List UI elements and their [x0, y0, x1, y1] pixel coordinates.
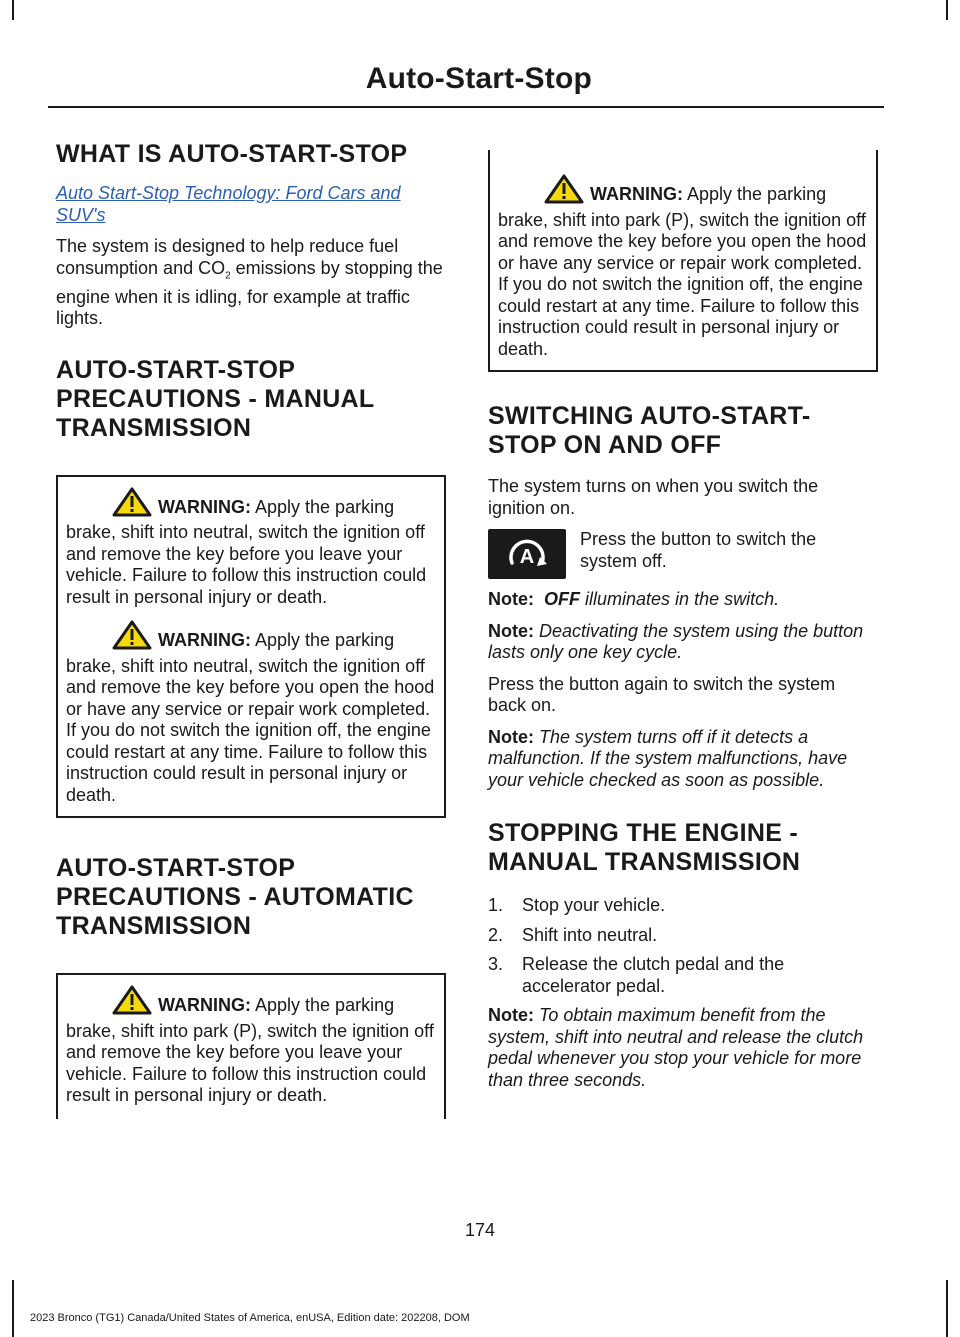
crop-mark: [946, 0, 948, 20]
note-off-emphasis: OFF: [544, 589, 581, 609]
crop-mark: [946, 1280, 948, 1337]
note-label: Note:: [488, 589, 534, 609]
note-label: Note:: [488, 726, 534, 747]
section-heading-what-is: WHAT IS AUTO-START-STOP: [56, 140, 408, 168]
footer-edition: 2023 Bronco (TG1) Canada/United States of America, enUSA, Edition date: 202208, DOM: [30, 1312, 470, 1324]
section-heading-switching: SWITCHING AUTO-START-STOP ON AND OFF: [488, 402, 811, 459]
section-heading-automatic-precautions: AUTO-START-STOP PRECAUTIONS - AUTOMATIC TRANSMISSION: [56, 854, 414, 941]
list-item: [488, 895, 878, 917]
step-text: Stop your vehicle.: [522, 895, 666, 915]
warning-item: [498, 174, 868, 360]
warning-item: [66, 487, 436, 609]
step-number: 1.: [488, 895, 504, 915]
warning-item: [66, 620, 436, 806]
note-maximum-benefit-text: To obtain maximum benefit from the system, shift into neutral and release the clutch pedal whenever you stop your vehicle for more than three seconds.: [488, 1005, 864, 1090]
svg-text:A: A: [519, 546, 535, 568]
list-item: [488, 925, 878, 947]
section-heading-stopping-engine: STOPPING THE ENGINE - MANUAL TRANSMISSION: [488, 819, 801, 876]
warning-triangle-icon: [544, 174, 584, 210]
intro-paragraph: [56, 236, 446, 330]
note-maximum-benefit: [488, 1005, 878, 1091]
list-item: [488, 954, 878, 997]
auto-start-stop-link[interactable]: Auto Start-Stop Technology: Ford Cars and SUV's: [56, 183, 401, 225]
crop-mark: [12, 0, 14, 20]
note-off-text: illuminates in the switch.: [580, 589, 780, 609]
intro-text-a: The system is designed to help reduce fuel consumption and CO: [56, 236, 399, 278]
warning-label: WARNING:: [158, 995, 251, 1016]
note-malfunction-text: The system turns off if it detects a malfunction. If the system malfunctions, have your vehicle checked as soon as possible.: [488, 726, 848, 790]
warning-text: Apply the parking brake, shift into neutral, switch the ignition off and remove the key before you open the hood or have any service or repair work completed. If you do not switch the ignition off, the engine could restart at any time. Failure to follow this instruction could result in personal injury or death.: [66, 630, 435, 805]
warning-box-automatic: [56, 973, 446, 1119]
warning-item: [66, 985, 436, 1107]
note-deactivating: [488, 621, 878, 664]
warning-text: Apply the parking brake, shift into park (P), switch the ignition off and remove the key before you open the hood or have any service or repair work completed. If you do not switch the ignition off, the engine could restart at any time. Failure to follow this instruction could result in personal injury or death.: [498, 184, 867, 359]
note-label: Note:: [488, 1005, 534, 1025]
note-deactivating-text: Deactivating the system using the button lasts only one key cycle.: [488, 620, 864, 662]
warning-triangle-icon: [112, 620, 152, 656]
warning-box-manual: [56, 475, 446, 819]
switch-back-on-text: Press the button again to switch the system back on.: [488, 673, 836, 715]
warning-label: WARNING:: [590, 184, 683, 204]
warning-label: WARNING:: [158, 496, 251, 517]
warning-box-automatic-continued: [488, 150, 878, 372]
section-heading-manual-precautions: AUTO-START-STOP PRECAUTIONS - MANUAL TRANSMISSION: [56, 355, 375, 442]
header-divider: [48, 106, 884, 108]
button-instruction-row: [488, 529, 878, 579]
note-malfunction: [488, 727, 878, 792]
right-column: [488, 150, 878, 1101]
note-off: [488, 589, 878, 611]
page-title: Auto-Start-Stop: [365, 62, 592, 95]
step-text: Shift into neutral.: [522, 924, 658, 945]
note-label: Note:: [488, 620, 534, 641]
left-column: [56, 140, 446, 1145]
co2-subscript: 2: [225, 270, 231, 282]
warning-label: WARNING:: [158, 630, 251, 651]
warning-triangle-icon: [112, 985, 152, 1021]
button-instruction-text: Press the button to switch the system off.: [580, 529, 817, 571]
switching-intro: The system turns on when you switch the ignition on.: [488, 476, 819, 518]
crop-mark: [12, 1280, 14, 1337]
steps-list: [488, 895, 878, 997]
warning-text: Apply the parking brake, shift into neutral, switch the ignition off and remove the key before you leave your vehicle. Failure to follow this instruction could result in personal injury or death.: [66, 496, 427, 607]
auto-start-stop-icon: [488, 529, 566, 579]
step-text: Release the clutch pedal and the accelerator pedal.: [522, 954, 785, 996]
warning-text: Apply the parking brake, shift into park (P), switch the ignition off and remove the key before you leave your vehicle. Failure to follow this instruction could result in personal injury or death.: [66, 995, 434, 1106]
step-number: 3.: [488, 954, 504, 974]
page-number: 174: [464, 1220, 496, 1240]
step-number: 2.: [488, 924, 504, 945]
warning-triangle-icon: [112, 487, 152, 523]
intro-text-b: emissions by stopping the engine when it is idling, for example at traffic lights.: [56, 257, 443, 329]
